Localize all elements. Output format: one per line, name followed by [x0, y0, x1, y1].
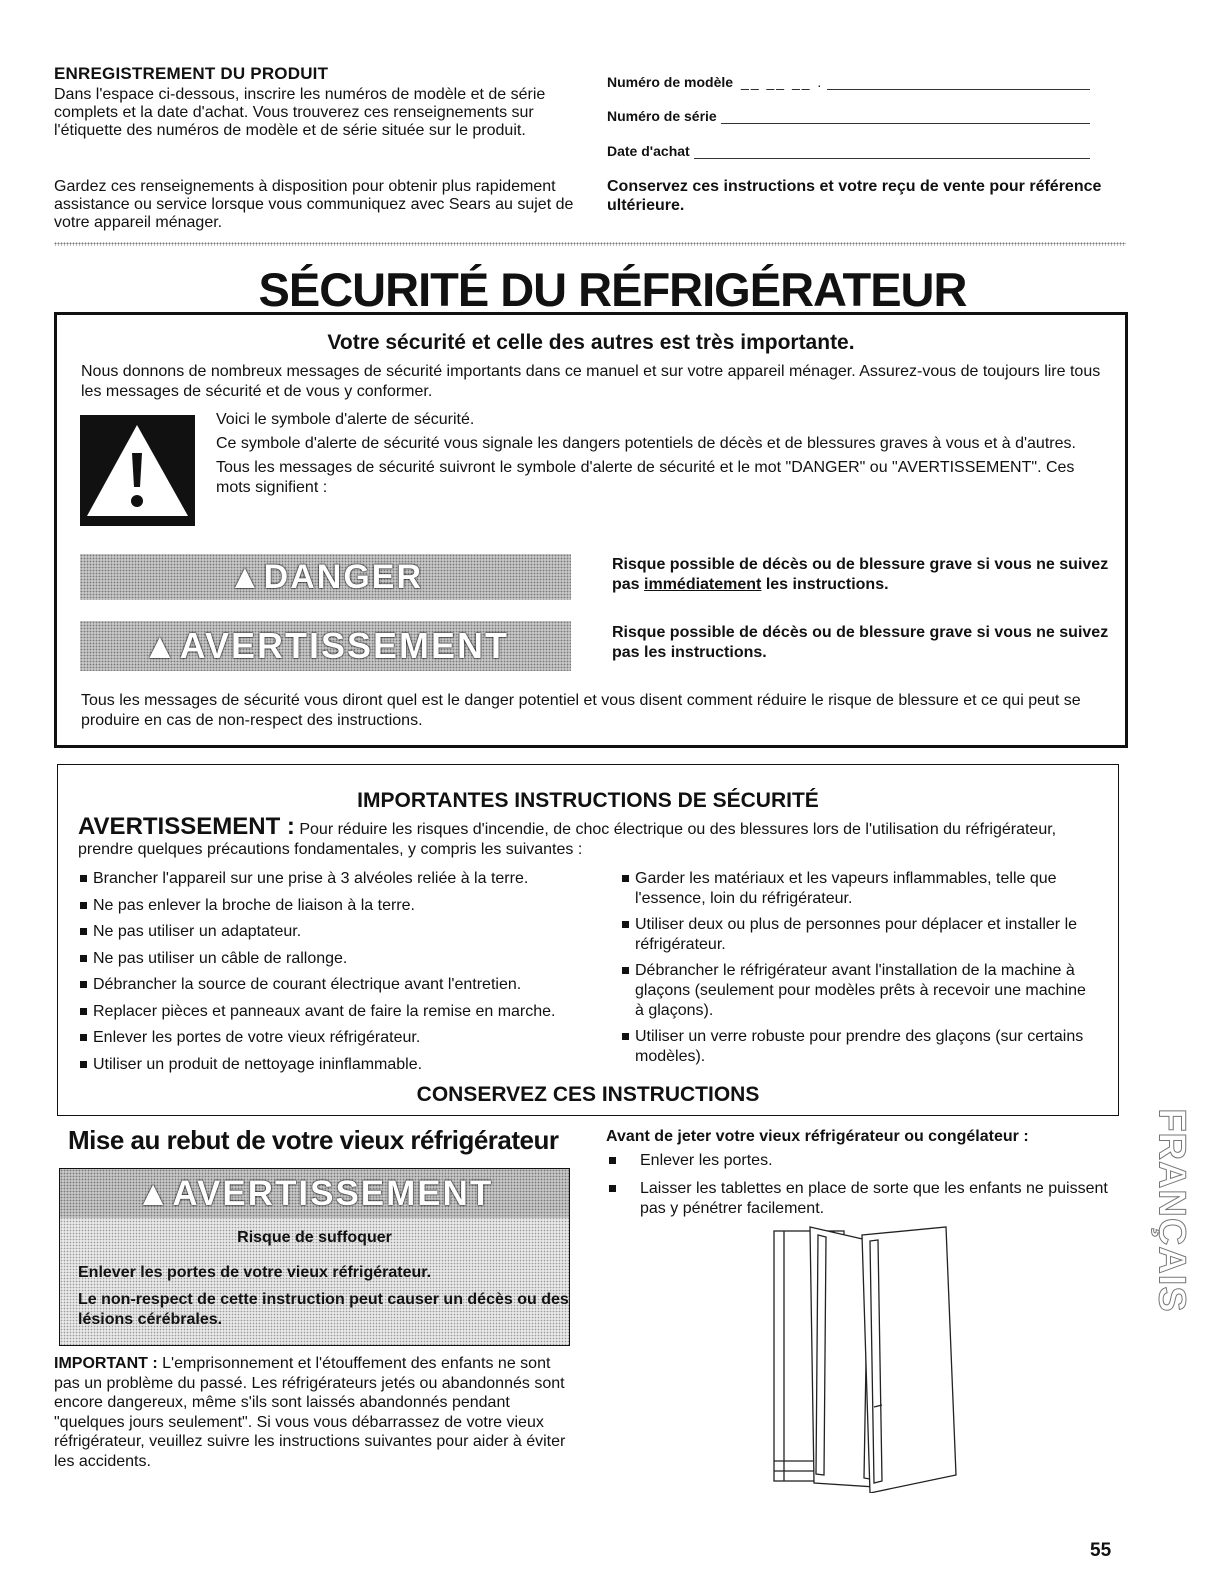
list-item: Enlever les portes de votre vieux réfrigérateur. [77, 1028, 637, 1048]
alert-words-line: Tous les messages de sécurité suivront le symbole d'alerte de sécurité et le mot "DANGER" ou "AVERTISSEMENT". Ces mots signifient : [216, 459, 1075, 496]
registration-instructions: Dans l'espace ci-dessous, inscrire les numéros de modèle et de série complets et la date d'achat. Vous trouverez ces renseignements sur l'étiquette des numéros de modèle et de série située sur le produit. [54, 86, 546, 139]
list-item: Brancher l'appareil sur une prise à 3 alvéoles reliée à la terre. [77, 869, 637, 889]
before-disposal-title: Avant de jeter votre vieux réfrigérateur ou congélateur : [606, 1128, 1029, 1145]
alert-meaning-line: Ce symbole d'alerte de sécurité vous signale les dangers potentiels de décès et de blessures graves à vous et à d'autres. [216, 435, 1076, 452]
danger-desc-after: les instructions. [761, 576, 889, 593]
disposal-warning-box [59, 1168, 570, 1346]
warning-description: Risque possible de décès ou de blessure grave si vous ne suivez pas les instructions. [612, 624, 1109, 661]
list-item: Débrancher la source de courant électrique avant l'entretien. [77, 975, 637, 995]
instructions-warning [78, 813, 1098, 860]
page-title: SÉCURITÉ DU RÉFRIGÉRATEUR [258, 263, 967, 316]
list-item: Utiliser un verre robuste pour prendre des glaçons (sur certains modèles). [619, 1027, 1099, 1067]
safety-footer: Tous les messages de sécurité vous diront quel est le danger potentiel et vous disent comment réduire le risque de blessure et ce qui peut se produire en cas de non-respect des instructions. [81, 692, 1081, 729]
purchase-date-line [694, 147, 1090, 159]
instructions-list-right [619, 869, 1099, 1073]
warning-triangle-icon: ▲ [228, 558, 264, 596]
safety-heading: Votre sécurité et celle des autres est très importante. [327, 331, 855, 354]
warning-triangle-icon: ▲ [141, 625, 180, 666]
registration-keep-info: Gardez ces renseignements à disposition pour obtenir plus rapidement assistance ou service lorsque vous communiquez avec Sears au sujet de votre appareil ménager. [54, 178, 574, 231]
remove-doors-warning: Enlever les portes de votre vieux réfrigérateur. [78, 1264, 432, 1281]
serial-number-line [721, 112, 1090, 124]
list-item: Débrancher le réfrigérateur avant l'installation de la machine à glaçons (seulement pour modèles prêts à recevoir une machine à glaçons). [619, 961, 1099, 1021]
model-number-line [827, 78, 1090, 90]
instructions-box [57, 764, 1119, 1116]
safety-alert-icon [80, 415, 195, 526]
save-instructions-heading: CONSERVEZ CES INSTRUCTIONS [416, 1083, 760, 1106]
disposal-steps [606, 1151, 1126, 1227]
purchase-date-label: Date d'achat [607, 143, 690, 159]
danger-desc-underlined: immédiatement [644, 576, 762, 593]
instructions-list-left [77, 869, 637, 1081]
model-number-field[interactable] [607, 74, 1090, 90]
important-label: IMPORTANT : [54, 1355, 158, 1372]
suffocation-risk: Risque de suffoquer [237, 1229, 392, 1246]
refrigerator-illustration [770, 1225, 958, 1493]
danger-desc-before: Risque possible de décès ou de blessure grave si vous ne suivez pas [612, 556, 1109, 593]
model-number-label: Numéro de modèle [607, 74, 734, 90]
serial-number-label: Numéro de série [607, 108, 717, 124]
alert-explanation [216, 410, 1096, 502]
safety-box [54, 312, 1128, 748]
keep-receipt-note: Conservez ces instructions et votre reçu de vente pour référence ultérieure. [607, 178, 1102, 214]
page-number: 55 [1090, 1540, 1112, 1561]
registration-title: ENREGISTREMENT DU PRODUIT [54, 64, 329, 83]
language-tab [1151, 1060, 1191, 1360]
list-item: Ne pas enlever la broche de liaison à la terre. [77, 896, 637, 916]
warning-triangle-icon: ▲ [135, 1174, 173, 1213]
danger-label: DANGER [263, 558, 423, 596]
instructions-heading: IMPORTANTES INSTRUCTIONS DE SÉCURITÉ [357, 789, 819, 812]
section-divider [54, 242, 1126, 246]
list-item: Ne pas utiliser un câble de rallonge. [77, 949, 637, 969]
disposal-title: Mise au rebut de votre vieux réfrigérateur [68, 1125, 559, 1155]
instructions-warning-text: Pour réduire les risques d'incendie, de choc électrique ou des blessures lors de l'utilisation du réfrigérateur, prendre quelques précautions fondamentales, y compris les suivantes : [78, 821, 1057, 858]
model-number-mask: __ __ __ . [741, 74, 824, 90]
list-item: Laisser les tablettes en place de sorte que les enfants ne puissent pas y pénétrer facilement. [606, 1179, 1126, 1219]
disposal-warning-label: AVERTISSEMENT [172, 1174, 494, 1213]
instructions-warning-word: AVERTISSEMENT : [78, 813, 295, 840]
list-item: Utiliser deux ou plus de personnes pour déplacer et installer le réfrigérateur. [619, 915, 1099, 955]
list-item: Replacer pièces et panneaux avant de faire la remise en marche. [77, 1002, 637, 1022]
important-text: L'emprisonnement et l'étouffement des enfants ne sont pas un problème du passé. Les réfrigérateurs jetés ou abandonnés sont encore dangereux, même s'ils sont laissés abandonnés pendant "quelques jours seulement". Si vous vous débarrassez de votre vieux réfrigérateur, veuillez suivre les instructions suivantes pour aider à éviter les accidents. [54, 1355, 566, 1470]
list-item: Enlever les portes. [606, 1151, 1126, 1171]
purchase-date-field[interactable] [607, 143, 1090, 159]
alert-symbol-line: Voici le symbole d'alerte de sécurité. [216, 411, 475, 428]
danger-banner [80, 554, 571, 600]
warning-banner [80, 621, 571, 671]
list-item: Ne pas utiliser un adaptateur. [77, 922, 637, 942]
consequence-warning: Le non-respect de cette instruction peut causer un décès ou des lésions cérébrales. [78, 1291, 569, 1328]
warning-label: AVERTISSEMENT [179, 625, 509, 666]
list-item: Utiliser un produit de nettoyage ininflammable. [77, 1055, 637, 1075]
language-tab-label: FRANÇAIS [1150, 1107, 1193, 1313]
list-item: Garder les matériaux et les vapeurs inflammables, telle que l'essence, loin du réfrigérateur. [619, 869, 1099, 909]
disposal-warning-banner [60, 1169, 569, 1218]
safety-intro: Nous donnons de nombreux messages de sécurité importants dans ce manuel et sur votre appareil ménager. Assurez-vous de toujours lire tous les messages de sécurité et de vous y conformer. [81, 363, 1101, 400]
danger-description [612, 555, 1112, 595]
serial-number-field[interactable] [607, 108, 1090, 124]
important-note [54, 1354, 574, 1471]
